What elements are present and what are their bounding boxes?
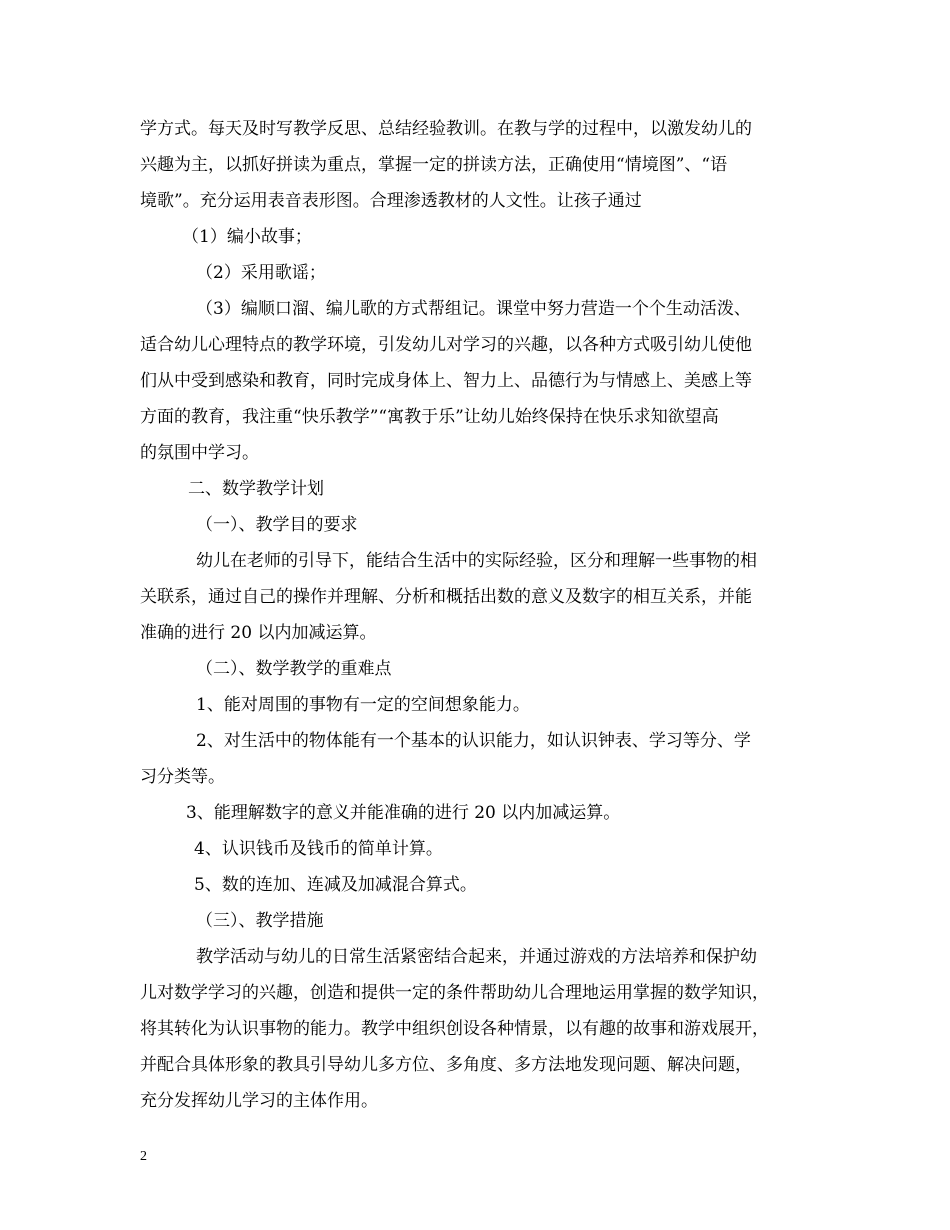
list-item: 3、能理解数字的意义并能准确的进行 20 以内加减运算。: [186, 803, 621, 823]
paragraph-line: 方面的教育，我注重“快乐教学”“寓教于乐”让幼儿始终保持在快乐求知欲望高: [140, 407, 719, 427]
paragraph-line: 准确的进行 20 以内加减运算。: [140, 623, 377, 643]
list-item: （1）编小故事；: [182, 227, 312, 247]
paragraph-line: 教学活动与幼儿的日常生活紧密结合起来，并通过游戏的方法培养和保护幼: [196, 947, 757, 967]
paragraph-line: 兴趣为主，以抓好拼读为重点，掌握一定的拼读方法，正确使用“情境图”、“语: [140, 155, 728, 175]
list-item: （3）编顺口溜、编儿歌的方式帮组记。课堂中努力营造一个个生动活泼、: [196, 299, 751, 319]
paragraph-line: 并配合具体形象的教具引导幼儿多方位、多角度、多方法地发现问题、解决问题，: [140, 1055, 752, 1075]
list-item: 2、对生活中的物体能有一个基本的认识能力，如认识钟表、学习等分、学: [196, 731, 751, 751]
paragraph-line: 适合幼儿心理特点的教学环境，引发幼儿对学习的兴趣，以各种方式吸引幼儿使他: [140, 335, 752, 355]
paragraph-line: 儿对数学学习的兴趣，创造和提供一定的条件帮助幼儿合理地运用掌握的数学知识，: [140, 983, 769, 1003]
paragraph-line: 学方式。每天及时写教学反思、总结经验教训。在教与学的过程中，以激发幼儿的: [140, 119, 752, 139]
paragraph-line: 将其转化为认识事物的能力。教学中组织创设各种情景，以有趣的故事和游戏展开，: [140, 1019, 769, 1039]
list-item: （2）采用歌谣；: [196, 263, 326, 283]
section-heading: 二、数学教学计划: [188, 479, 324, 499]
list-item: 5、数的连加、连减及加减混合算式。: [194, 875, 477, 895]
paragraph-line: 关联系，通过自己的操作并理解、分析和概括出数的意义及数字的相互关系，并能: [140, 587, 752, 607]
paragraph-line: 幼儿在老师的引导下，能结合生活中的实际经验，区分和理解一些事物的相: [196, 551, 757, 571]
subsection-heading: （二）、数学教学的重难点: [196, 659, 392, 679]
subsection-heading: （一）、教学目的要求: [196, 515, 358, 535]
paragraph-line: 充分发挥幼儿学习的主体作用。: [140, 1091, 378, 1111]
paragraph-line: 习分类等。: [140, 767, 225, 787]
list-item: 4、认识钱币及钱币的简单计算。: [194, 839, 443, 859]
paragraph-line: 们从中受到感染和教育，同时完成身体上、智力上、品德行为与情感上、美感上等: [140, 371, 752, 391]
paragraph-line: 的氛围中学习。: [140, 443, 259, 463]
subsection-heading: （三）、教学措施: [196, 911, 324, 931]
page-number: 2: [140, 1149, 147, 1164]
paragraph-line: 境歌”。充分运用表音表形图。合理渗透教材的人文性。让孩子通过: [140, 191, 642, 211]
list-item: 1、能对周围的事物有一定的空间想象能力。: [196, 695, 530, 715]
